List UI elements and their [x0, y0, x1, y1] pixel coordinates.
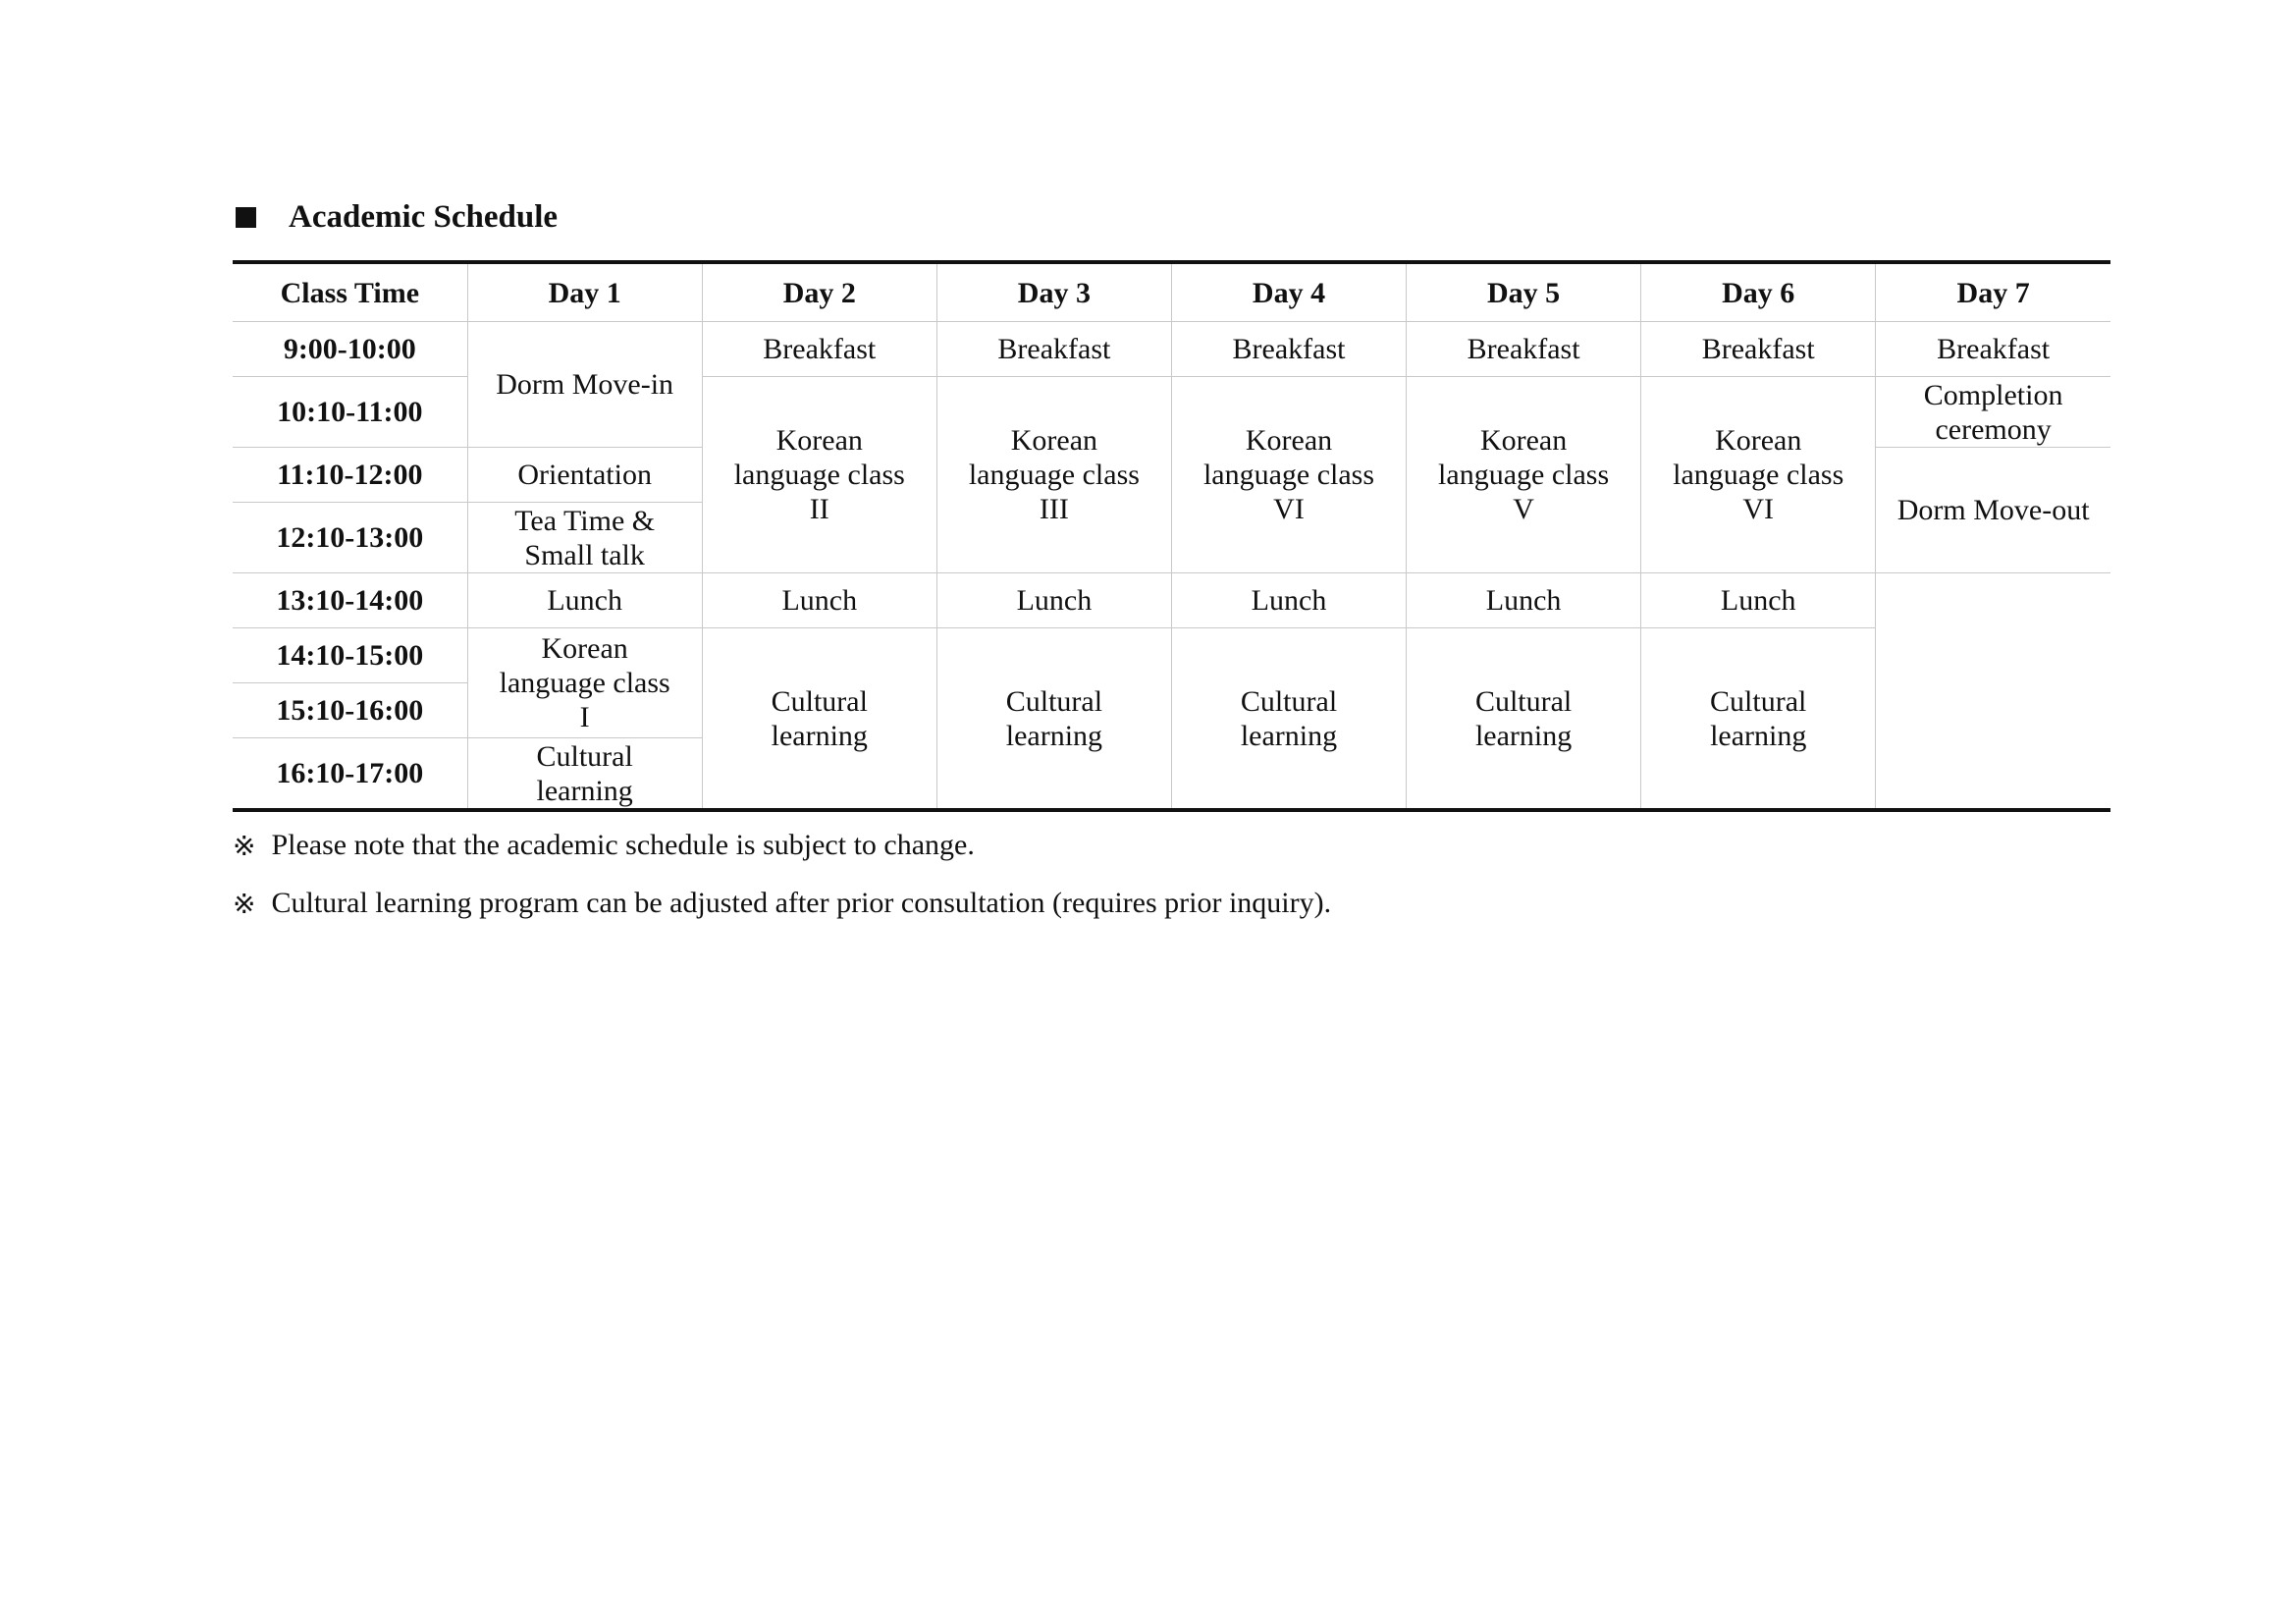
- section-heading: [236, 192, 558, 242]
- day6-cultural-learning: Cultural learning: [1641, 628, 1876, 811]
- note-item: [233, 823, 1331, 868]
- table-row: [233, 322, 2110, 377]
- time-cell: 14:10-15:00: [233, 628, 467, 683]
- day1-lunch: Lunch: [467, 573, 702, 628]
- note-text: Cultural learning program can be adjusted after prior consultation (requires prior inquiry).: [271, 887, 1332, 919]
- day5-lunch: Lunch: [1407, 573, 1641, 628]
- header-day-2: Day 2: [702, 262, 936, 322]
- time-cell: 16:10-17:00: [233, 738, 467, 811]
- time-cell: 13:10-14:00: [233, 573, 467, 628]
- day3-korean-class: Korean language class III: [936, 377, 1171, 573]
- note-item: [233, 881, 1331, 926]
- day3-cultural-learning: Cultural learning: [936, 628, 1171, 811]
- day3-breakfast: Breakfast: [936, 322, 1171, 377]
- day1-dorm-move-in: Dorm Move-in: [467, 322, 702, 448]
- day7-empty-cell: [1876, 573, 2110, 811]
- day4-breakfast: Breakfast: [1171, 322, 1406, 377]
- day7-completion-ceremony: Completion ceremony: [1876, 377, 2110, 448]
- day2-breakfast: Breakfast: [702, 322, 936, 377]
- day6-korean-class: Korean language class VI: [1641, 377, 1876, 573]
- schedule-table: [233, 260, 2110, 812]
- note-text: Please note that the academic schedule is subject to change.: [271, 829, 975, 861]
- day2-korean-class: Korean language class II: [702, 377, 936, 573]
- day2-lunch: Lunch: [702, 573, 936, 628]
- header-day-3: Day 3: [936, 262, 1171, 322]
- table-header-row: [233, 262, 2110, 322]
- day2-cultural-learning: Cultural learning: [702, 628, 936, 811]
- table-row: [233, 628, 2110, 683]
- time-cell: 11:10-12:00: [233, 448, 467, 503]
- header-day-4: Day 4: [1171, 262, 1406, 322]
- day4-cultural-learning: Cultural learning: [1171, 628, 1406, 811]
- day3-lunch: Lunch: [936, 573, 1171, 628]
- notes-section: [233, 823, 1331, 939]
- header-class-time: Class Time: [233, 262, 467, 322]
- time-cell: 10:10-11:00: [233, 377, 467, 448]
- day4-lunch: Lunch: [1171, 573, 1406, 628]
- day6-breakfast: Breakfast: [1641, 322, 1876, 377]
- day5-breakfast: Breakfast: [1407, 322, 1641, 377]
- header-day-1: Day 1: [467, 262, 702, 322]
- table-row: [233, 573, 2110, 628]
- day5-korean-class: Korean language class V: [1407, 377, 1641, 573]
- header-day-6: Day 6: [1641, 262, 1876, 322]
- day7-breakfast: Breakfast: [1876, 322, 2110, 377]
- day7-dorm-move-out: Dorm Move-out: [1876, 448, 2110, 573]
- day6-lunch: Lunch: [1641, 573, 1876, 628]
- reference-mark-icon: ※: [233, 829, 256, 862]
- day5-cultural-learning: Cultural learning: [1407, 628, 1641, 811]
- day1-orientation: Orientation: [467, 448, 702, 503]
- day1-tea-time: Tea Time & Small talk: [467, 503, 702, 573]
- time-cell: 15:10-16:00: [233, 683, 467, 738]
- day1-cultural-learning: Cultural learning: [467, 738, 702, 811]
- square-bullet-icon: [236, 207, 256, 228]
- reference-mark-icon: ※: [233, 887, 256, 920]
- header-day-7: Day 7: [1876, 262, 2110, 322]
- section-title: Academic Schedule: [289, 198, 559, 235]
- day1-korean-class: Korean language class I: [467, 628, 702, 738]
- header-day-5: Day 5: [1407, 262, 1641, 322]
- day4-korean-class: Korean language class VI: [1171, 377, 1406, 573]
- time-cell: 12:10-13:00: [233, 503, 467, 573]
- time-cell: 9:00-10:00: [233, 322, 467, 377]
